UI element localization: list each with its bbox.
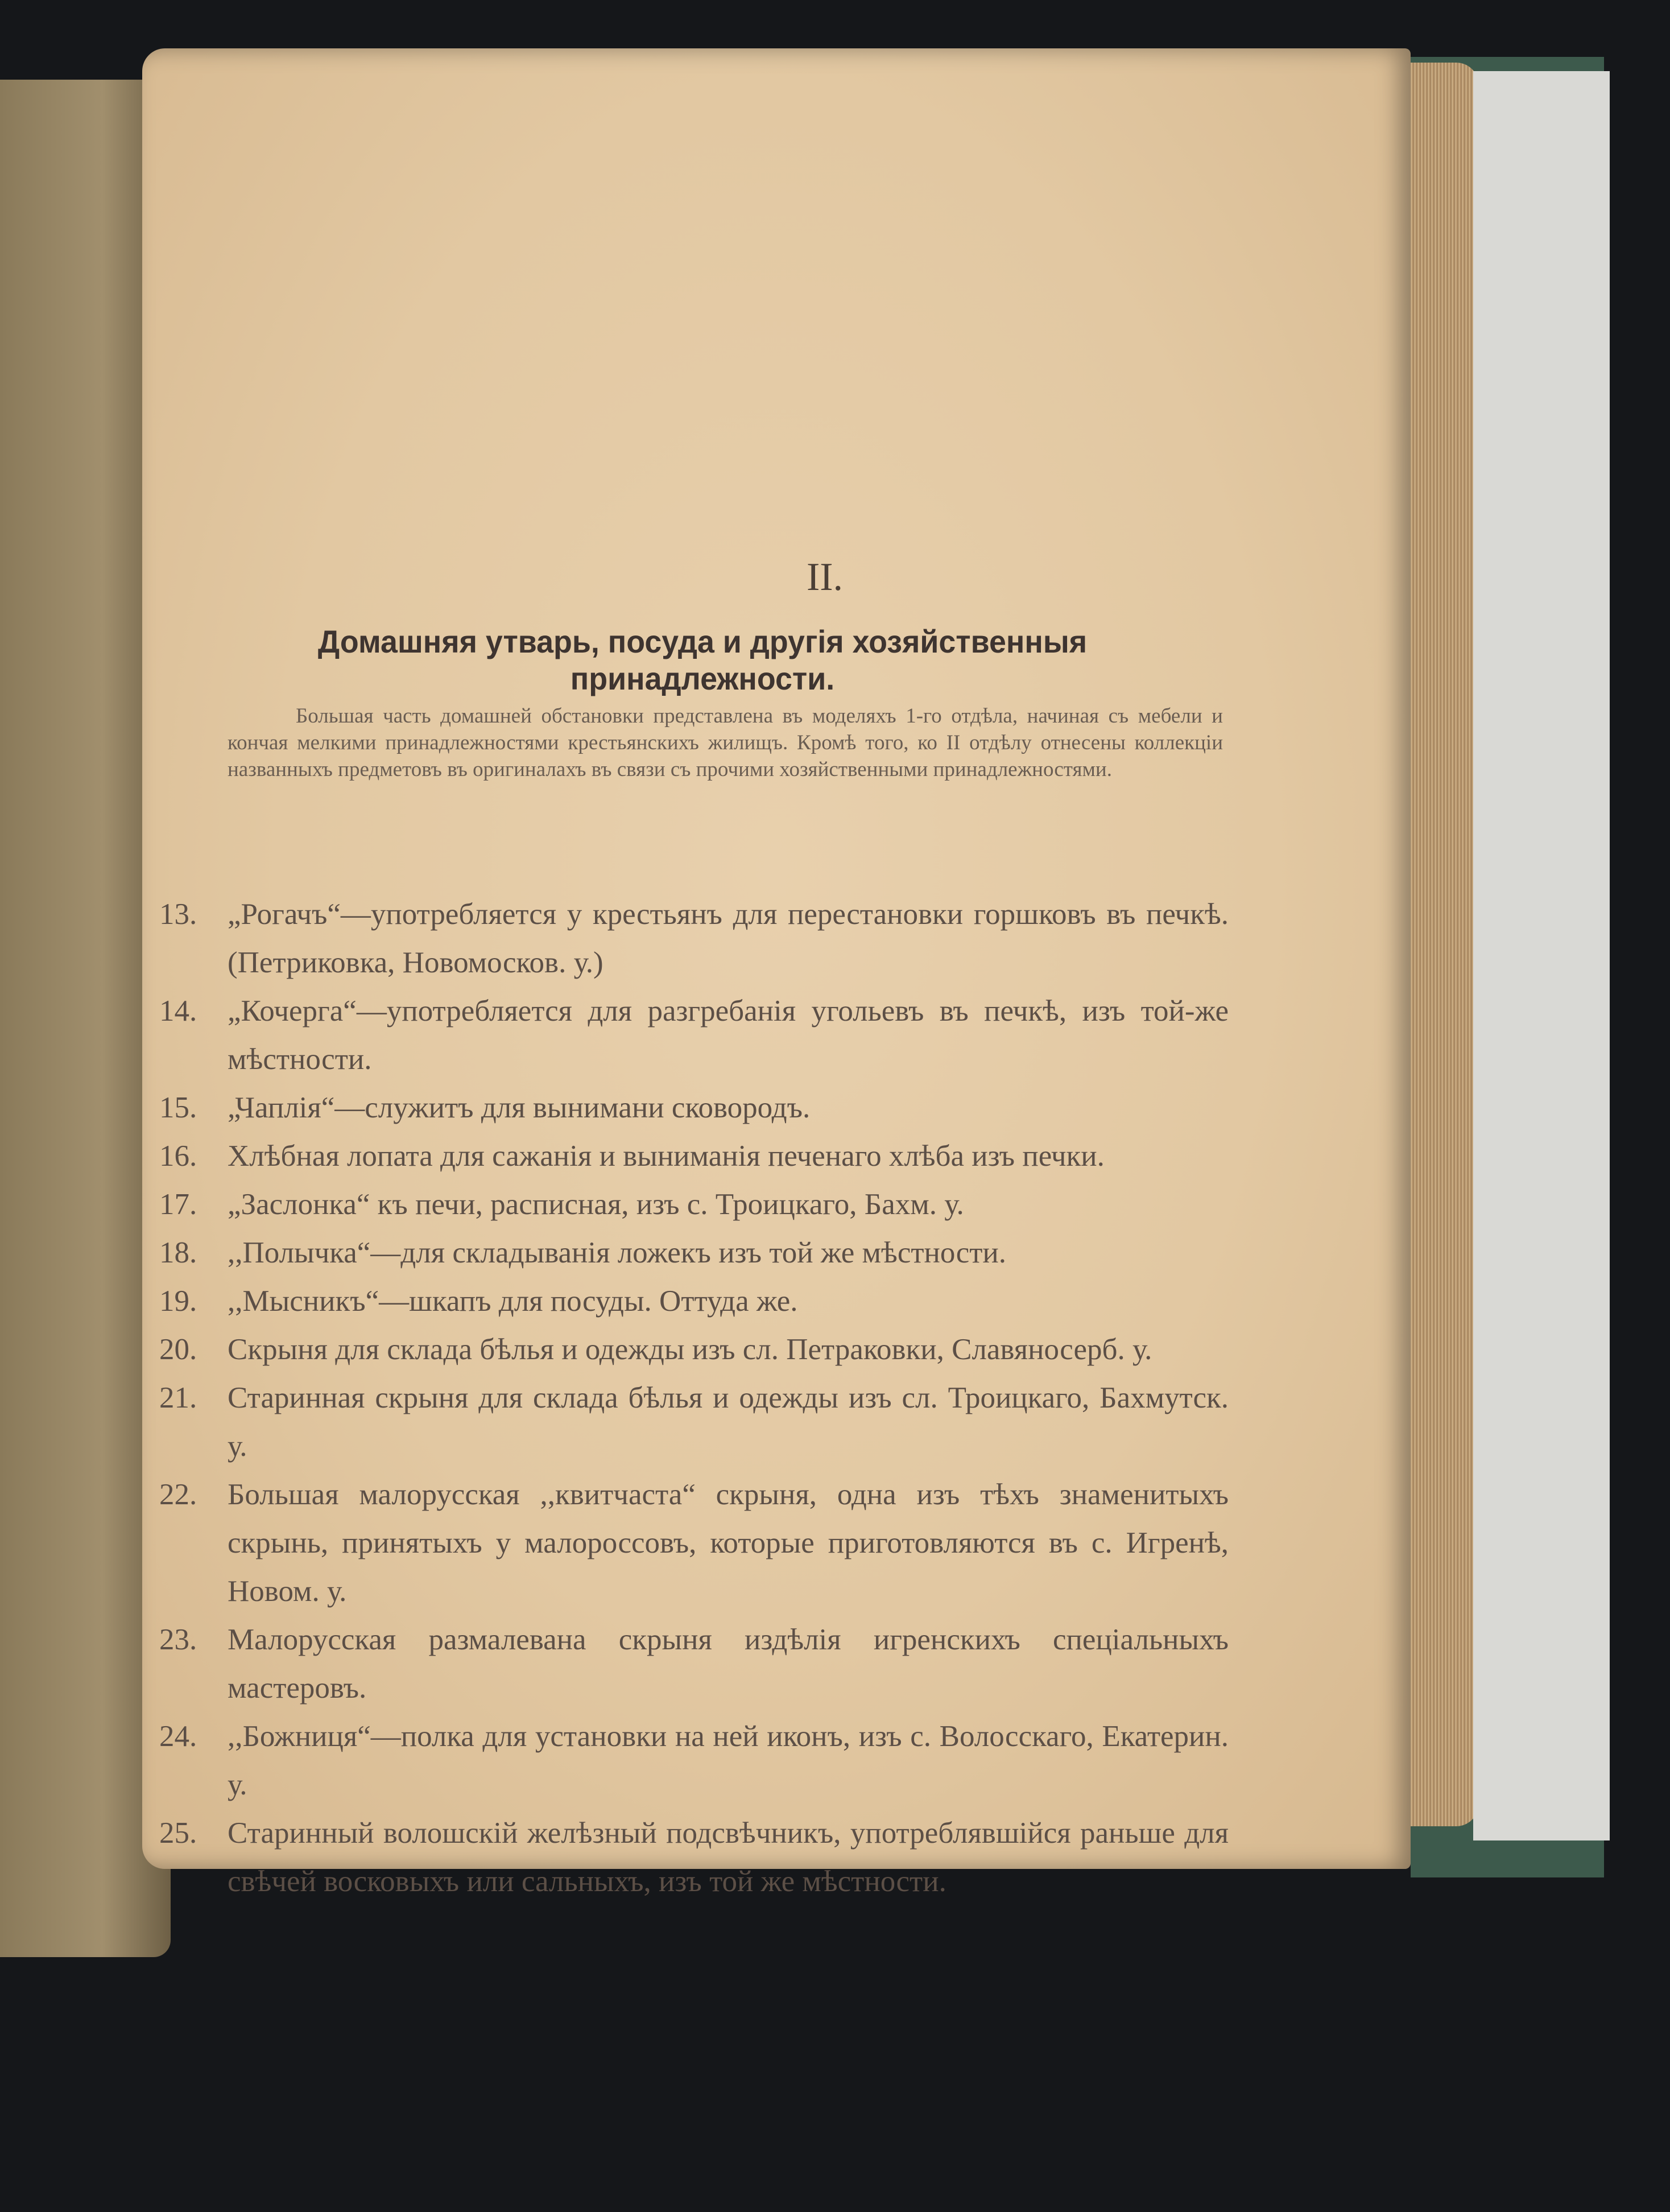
entry-17 xyxy=(159,1181,1229,1229)
entry-13 xyxy=(159,890,1229,987)
entry-number: 18. xyxy=(159,1236,197,1269)
entry-text: Старинный волошскій желѣзный подсвѣчникъ, употреблявшійся раньше для свѣчей восковыхъ или сальныхъ, изъ той же мѣстности. xyxy=(228,1817,1229,1898)
book-page xyxy=(142,48,1411,1898)
entry-text: „Чаплія“—служитъ для вынимани сковородъ. xyxy=(228,1091,811,1124)
entry-number: 20. xyxy=(159,1333,197,1366)
entry-20 xyxy=(159,1326,1229,1374)
entry-number: 24. xyxy=(159,1720,197,1753)
entry-number: 14. xyxy=(159,994,197,1027)
entry-text: Большая малорусская ,,квитчаста“ скрыня, одна изъ тѣхъ знаменитыхъ скрынь, принятыхъ у малороссовъ, которые приготовляются въ с. Игренѣ, Новом. у. xyxy=(228,1478,1229,1608)
entry-number: 13. xyxy=(159,898,197,931)
loose-sheet xyxy=(1473,71,1610,1840)
entry-text: „Рогачъ“—употребляется у крестьянъ для перестановки горшковъ въ печкѣ. (Петриковка, Новомосков. у.) xyxy=(228,898,1229,979)
entry-text: ,,Божниця“—полка для установки на ней иконъ, изъ с. Волосскаго, Екатерин. у. xyxy=(228,1720,1229,1801)
entry-number: 23. xyxy=(159,1623,197,1656)
entry-14 xyxy=(159,987,1229,1084)
entry-25 xyxy=(159,1809,1229,1906)
entry-text: „Заслонка“ къ печи, расписная, изъ с. Троицкаго, Бахм. у. xyxy=(228,1188,964,1221)
entry-15 xyxy=(159,1084,1229,1132)
entry-21 xyxy=(159,1374,1229,1471)
entry-18 xyxy=(159,1229,1229,1277)
intro-text: Большая часть домашней обстановки представлена въ моделяхъ 1-го отдѣла, начиная съ мебели и кончая мелкими принадлежностями крестьянскихъ жилищъ. Кромѣ того, ко II отдѣлу отнесены коллекціи названныхъ предметовъ въ оригиналахъ въ связи съ прочими хозяйственными принадлежностями. xyxy=(228,704,1223,781)
entry-text: Старинная скрыня для склада бѣлья и одежды изъ сл. Троицкаго, Бахмутск. у. xyxy=(228,1381,1229,1463)
entry-16 xyxy=(159,1132,1229,1181)
entry-list xyxy=(159,890,1229,1906)
entry-text: ,,Мысникъ“—шкапъ для посуды. Оттуда же. xyxy=(228,1285,798,1318)
entry-text: ,,Полычка“—для складыванія ложекъ изъ той же мѣстности. xyxy=(228,1236,1006,1269)
section-number: II. xyxy=(806,555,844,599)
section-heading: Домашняя утварь, посуда и другія хозяйственныя принадлежности. xyxy=(317,624,1088,696)
entry-22 xyxy=(159,1471,1229,1616)
entry-number: 15. xyxy=(159,1091,197,1124)
entry-19 xyxy=(159,1277,1229,1326)
entry-number: 17. xyxy=(159,1188,197,1221)
entry-number: 19. xyxy=(159,1285,197,1318)
entry-text: Малорусская размалевана скрыня издѣлія игренскихъ спеціальныхъ мастеровъ. xyxy=(228,1623,1229,1705)
entry-24 xyxy=(159,1712,1229,1809)
entry-number: 16. xyxy=(159,1140,197,1173)
entry-text: „Кочерга“—употребляется для разгребанія угольевъ въ печкѣ, изъ той-же мѣстности. xyxy=(228,994,1229,1076)
intro-paragraph xyxy=(228,703,1223,783)
entry-number: 22. xyxy=(159,1478,197,1511)
entry-number: 21. xyxy=(159,1381,197,1414)
entry-text: Хлѣбная лопата для сажанія и выниманія печенаго хлѣба изъ печки. xyxy=(228,1140,1105,1173)
entry-number: 25. xyxy=(159,1817,197,1850)
entry-23 xyxy=(159,1616,1229,1712)
entry-text: Скрыня для склада бѣлья и одежды изъ сл. Петраковки, Славяносерб. у. xyxy=(228,1333,1152,1366)
